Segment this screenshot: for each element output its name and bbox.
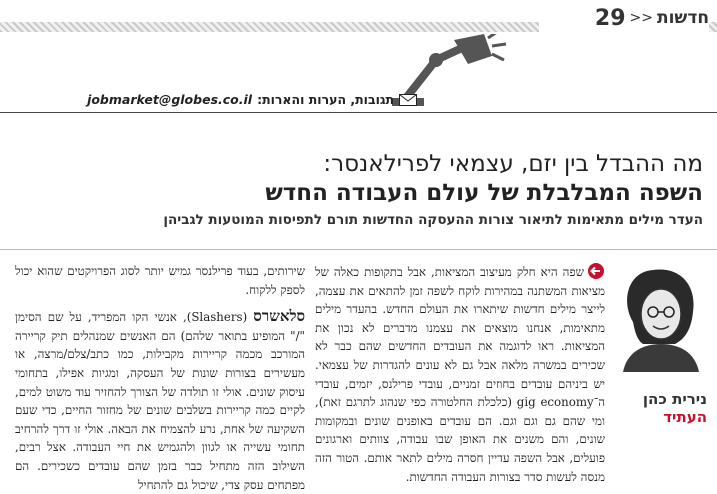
header-label [539, 2, 709, 34]
column-name: העתיד [663, 408, 707, 426]
section-name: חדשות [656, 8, 709, 28]
contact-label: תגובות, הערות והארות: [257, 92, 394, 107]
column-1-text: שפה היא חלק מעיצוב המציאות, אבל בתקופות כאלה של מציאות המשתנה במהירות לוקח לשפה זמן להתאים את עצמה, לייצר מילים חדשות שיתארו את העולם החדש. בהעדר מילים מתאימות, אנחנו מוצאים את עצמנו מדברים לא נכון את המציאות. ראו לדוגמה את העובדים החדשים שהם כבר לא שכירים במשרה מלאה אבל גם לא עונים להגדרות של עצמאי. יש ביניהם עובדים בחוזים זמניים, עובדי פרילנס, יזמים, עובדי ה־gig economy (כלכלת החלטורה כפי שנהוג לתרגם זאת), ומי שהם גם וגם וגם. הם עובדים באופנים שונים ובמקומות שונים, והם משנים את האופן שבו עבודה, צוותים וארגונים פועלים, אבל השפה עדיין חסרה מילים לתאר אותם. הטור הזה מנסה לעשות סדר בצורות העבודה החדשות. [315, 265, 605, 484]
page-number: 29 [594, 5, 626, 31]
slashers-term: סלאשרס [253, 307, 305, 326]
column-2-intro: שירותים, בעוד פרילנסר גמיש יותר לסוג הפרויקטים שהוא יכול לספק ללקוח. [15, 264, 305, 297]
article-column-2 [15, 262, 305, 494]
column-2-text: (Slashers), אנשי הקו המפריד, על שם הסימן "/" המופיע בתואר שלהם) הם האנשים שמנהלים תיק קריירה המורכב מכמה קריירות מקבילות, כמו כתב/צלם/מרצה, או מעשירים בצורות שונות של העסקה, ומגיות אפילו, בתחומי עיסוק שונים. אולי זו תולדה של הצורך להחזיר עוד משוט למים, לקיים כמה קריירות בשלבים שונים של מחזור החיים, כדי שעם השקיעה של אחת, נרע להצמיח את הבאה. אולי זו דרך להרחיב תחומי עשייה או לגוון ולהגמיש את חיי העבודה. אצל רבים, השילוב הזה מתחיל כבר בזמן שהם עובדים כשכירים. הם מפתחים עסק צדי, שיכול גם להתחיל [15, 310, 305, 492]
contact-email-link[interactable]: jobmarket@globes.co.il [87, 92, 253, 107]
contact-line [87, 92, 417, 107]
section-arrows: << [629, 10, 653, 26]
banner-divider [0, 112, 717, 113]
article-paragraph [315, 262, 605, 486]
subheadline: העדר מילים מתאימות לתיאור צורות ההעסקה החדשות תורם לתפיסות המוטעות לגביהן [163, 212, 703, 228]
subhead-divider [0, 249, 717, 250]
article-column-1 [315, 262, 605, 486]
article-paragraph [15, 307, 305, 494]
red-arrow-icon [587, 262, 605, 280]
page-header [0, 0, 717, 34]
author-portrait-icon [613, 262, 707, 372]
author-name: נירית כהן [642, 390, 707, 408]
headline-line-2: השפה המבלבלת של עולם העבודה החדש [265, 180, 703, 206]
headline-line-1: מה ההבדל בין יזם, עצמאי לפרילאנסר: [323, 151, 703, 177]
author-byline [643, 390, 707, 426]
envelope-icon [399, 94, 417, 106]
headline [13, 150, 703, 208]
